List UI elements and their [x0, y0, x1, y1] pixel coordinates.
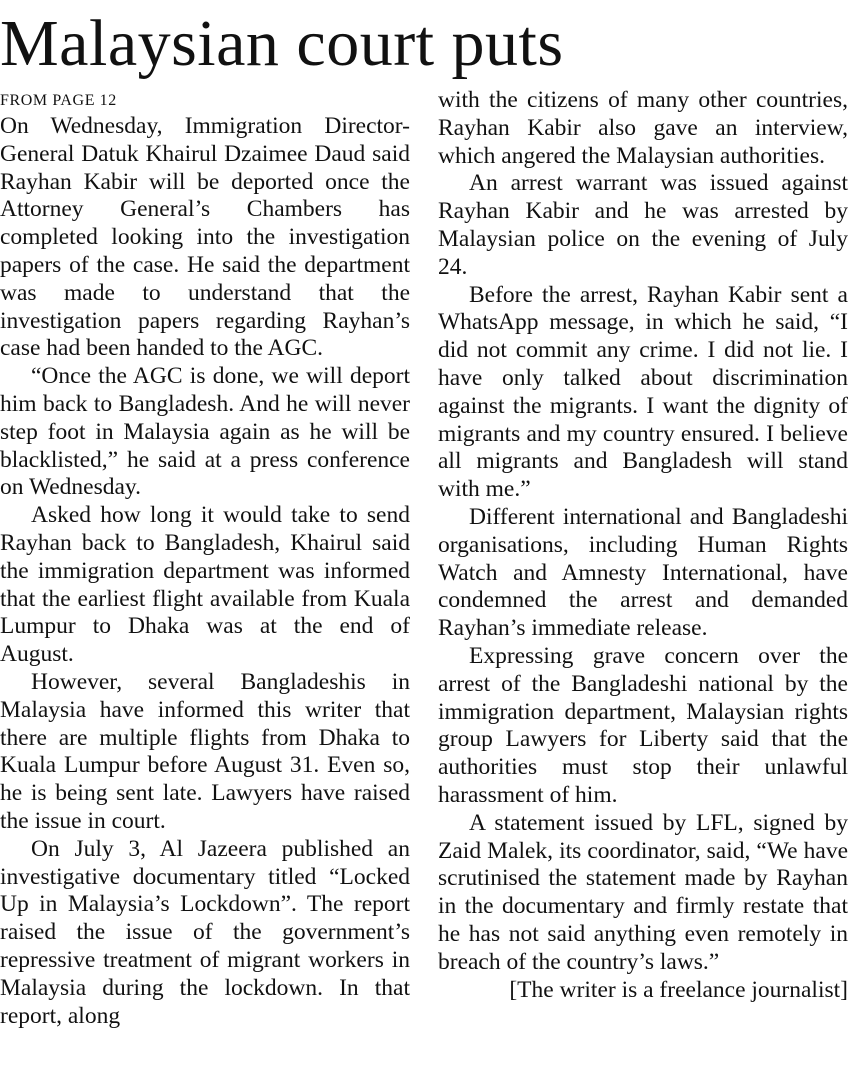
- article-paragraph: Before the arrest, Rayhan Kabir sent a WhatsApp message, in which he said, “I did not commit any crime. I did not lie. I have only talked about discrimination against the migrants. I want the dignity of migrants and my country ensured. I believe all migrants and Bangladesh will stand with me.”: [438, 281, 848, 503]
- article-paragraph: On Wednesday, Immigration Director-General Datuk Khairul Dzaimee Daud said Rayhan Kabir will be deported once the Attorney General’s Chambers has completed looking into the investigation papers of the case. He said the department was made to understand that the investigation papers regarding Rayhan’s case had been handed to the AGC.: [0, 113, 410, 362]
- article-paragraph: An arrest warrant was issued against Rayhan Kabir and he was arrested by Malaysian police on the evening of July 24.: [438, 170, 848, 280]
- from-page-label: FROM PAGE 12: [0, 92, 117, 109]
- article-paragraph: Expressing grave concern over the arrest of the Bangladeshi national by the immigration department, Malaysian rights group Lawyers for Liberty said that the authorities must stop their unlawful harassment of him.: [438, 642, 848, 808]
- article-paragraph: Asked how long it would take to send Rayhan back to Bangladesh, Khairul said the immigration department was informed that the earliest flight available from Kuala Lumpur to Dhaka was at the end of August.: [0, 502, 410, 668]
- article-paragraph: “Once the AGC is done, we will deport him back to Bangladesh. And he will never step foot in Malaysia again as he will be blacklisted,” he said at a press conference on Wednesday.: [0, 363, 410, 501]
- headline: Malaysian court puts: [0, 7, 564, 80]
- article-column-left: [0, 89, 410, 1030]
- article-column-right: [438, 87, 848, 1004]
- article-paragraph: On July 3, Al Jazeera published an investigative documentary titled “Locked Up in Malaysia’s Lockdown”. The report raised the issue of the government’s repressive treatment of migrant workers in Malaysia during the lockdown. In that report, along: [0, 835, 410, 1029]
- author-credit: [The writer is a freelance journalist]: [509, 976, 848, 1003]
- article-paragraph: A statement issued by LFL, signed by Zaid Malek, its coordinator, said, “We have scrutinised the statement made by Rayhan in the documentary and firmly restate that he has not said anything even remotely in breach of the country’s laws.”: [438, 809, 848, 975]
- article-paragraph-continued: with the citizens of many other countries, Rayhan Kabir also gave an interview, which angered the Malaysian authorities.: [438, 87, 848, 169]
- article-paragraph: However, several Bangladeshis in Malaysia have informed this writer that there are multiple flights from Dhaka to Kuala Lumpur before August 31. Even so, he is being sent late. Lawyers have raised the issue in court.: [0, 668, 410, 834]
- article-paragraph: Different international and Bangladeshi organisations, including Human Rights Watch and Amnesty International, have condemned the arrest and demanded Rayhan’s immediate release.: [438, 503, 848, 642]
